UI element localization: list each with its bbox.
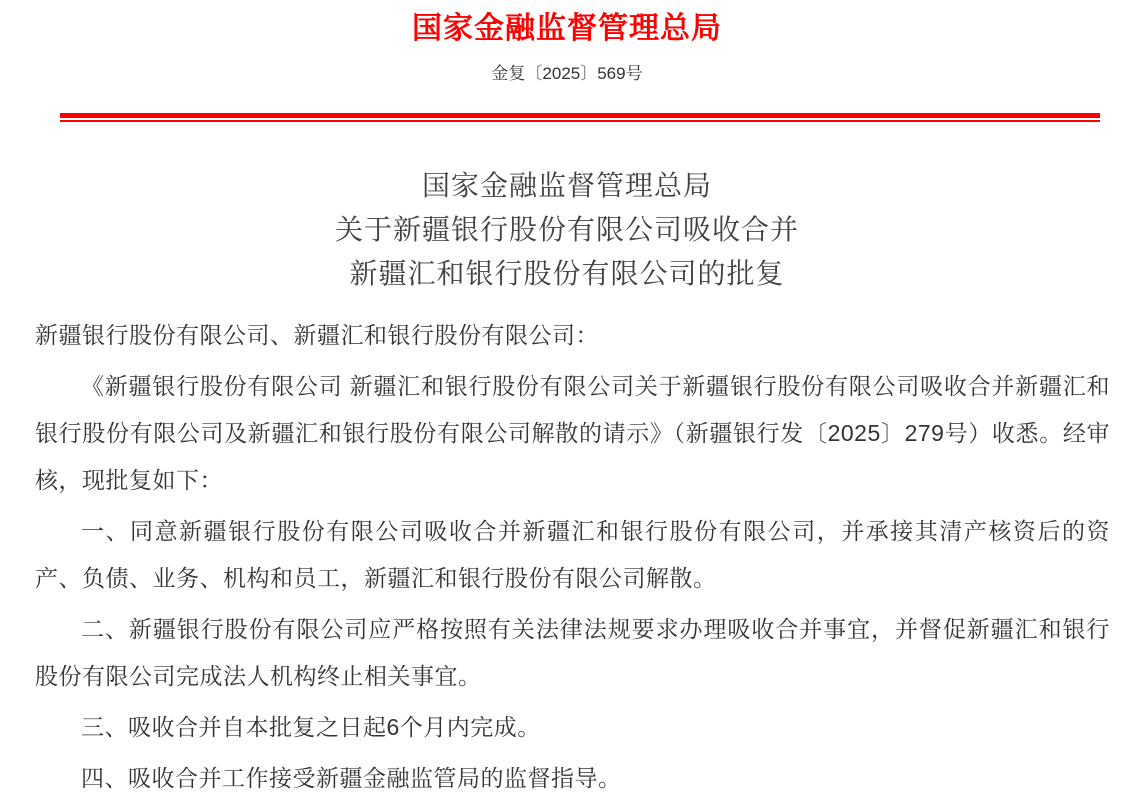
item-3-paragraph: 三、吸收合并自本批复之日起6个月内完成。: [81, 714, 541, 740]
document-title-line-3: 新疆汇和银行股份有限公司的批复: [349, 258, 785, 289]
document-body: [0, 296, 1134, 801]
agency-title: 国家金融监督管理总局: [412, 12, 722, 45]
document-main: [0, 164, 1134, 801]
doc-number: 金复〔2025〕569号: [491, 64, 643, 83]
item-2-paragraph: 二、新疆银行股份有限公司应严格按照有关法律法规要求办理吸收合并事宜，并督促新疆汇和银行股份有限公司完成法人机构终止相关事宜。: [35, 616, 1110, 689]
document-title-line-2: 关于新疆银行股份有限公司吸收合并: [334, 214, 799, 245]
document-title-line-1: 国家金融监督管理总局: [421, 170, 712, 201]
salutation-paragraph: 新疆银行股份有限公司、新疆汇和银行股份有限公司：: [35, 322, 599, 348]
item-4-paragraph: 四、吸收合并工作接受新疆金融监管局的监督指导。: [81, 765, 622, 791]
intro-paragraph: 《新疆银行股份有限公司 新疆汇和银行股份有限公司关于新疆银行股份有限公司吸收合并新疆汇和银行股份有限公司及新疆汇和银行股份有限公司解散的请示》（新疆银行发〔2025〕279号）收悉。经审核，现批复如下：: [35, 373, 1110, 493]
red-divider-thin-line: [60, 120, 1100, 122]
item-1-paragraph: 一、同意新疆银行股份有限公司吸收合并新疆汇和银行股份有限公司，并承接其清产核资后的资产、负债、业务、机构和员工，新疆汇和银行股份有限公司解散。: [35, 518, 1110, 591]
red-divider-thick-line: [60, 113, 1100, 118]
document-header: [0, 0, 1134, 122]
document-title: [0, 164, 1134, 296]
red-divider: [60, 113, 1100, 122]
